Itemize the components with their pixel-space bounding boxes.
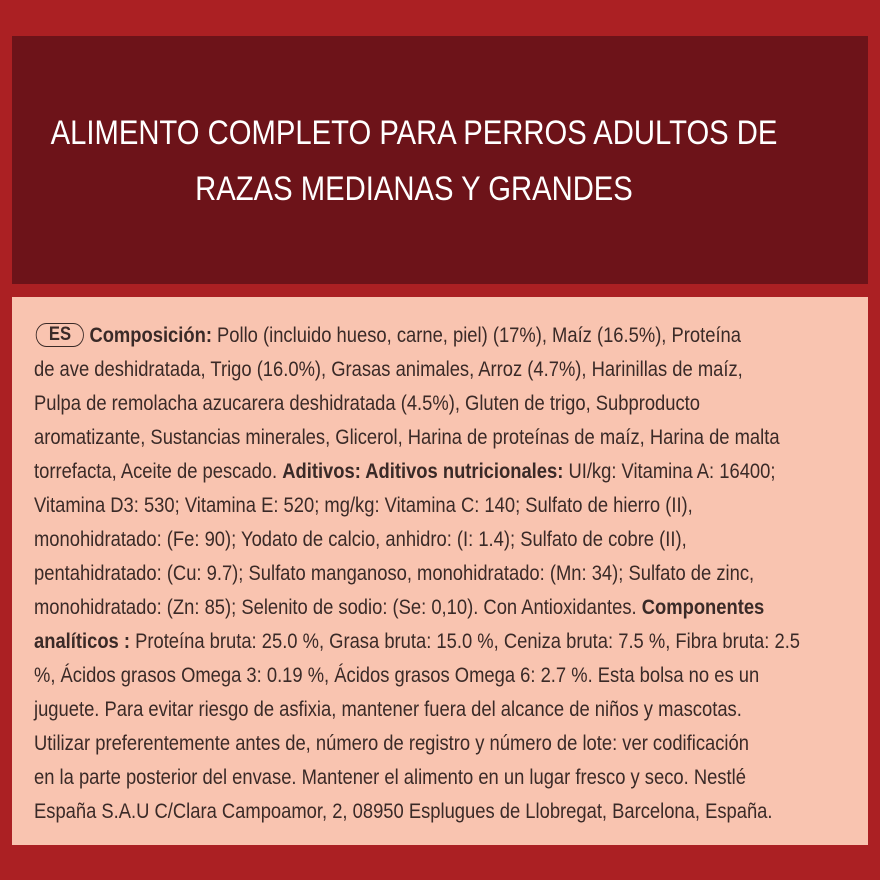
composition-line: pentahidratado: (Cu: 9.7); Sulfato manganoso, monohidratado: (Mn: 34); Sulfato de zinc, xyxy=(34,562,755,585)
composition-line: en la parte posterior del envase. Mantener el alimento en un lugar fresco y seco. Nestlé xyxy=(34,766,746,789)
composition-line xyxy=(34,455,848,489)
language-badge: ES xyxy=(36,323,84,347)
composition-line xyxy=(34,319,848,353)
composition-line: de ave deshidratada, Trigo (16.0%), Grasas animales, Arroz (4.7%), Harinillas de maíz, xyxy=(34,358,743,381)
composition-line xyxy=(34,625,848,659)
composition-line: Vitamina D3: 530; Vitamina E: 520; mg/kg: Vitamina C: 140; Sulfato de hierro (II), xyxy=(34,494,693,517)
composition-line xyxy=(34,591,848,625)
title-panel xyxy=(12,36,868,284)
composition-line: Pulpa de remolacha azucarera deshidratada (4.5%), Gluten de trigo, Subproducto xyxy=(34,392,700,415)
composition-panel xyxy=(12,297,868,845)
additives-label: Aditivos: Aditivos nutricionales: xyxy=(282,460,564,483)
composition-line: España S.A.U C/Clara Campoamor, 2, 08950 Esplugues de Llobregat, Barcelona, España. xyxy=(34,800,773,823)
composition-line-text: torrefacta, Aceite de pescado. xyxy=(34,460,283,483)
product-title-line-2: RAZAS MEDIANAS Y GRANDES xyxy=(195,170,633,208)
composition-line-text: monohidratado: (Zn: 85); Selenito de sodio: (Se: 0,10). Con Antioxidantes. xyxy=(34,596,642,619)
composition-line-text: Pollo (incluido hueso, carne, piel) (17%), Maíz (16.5%), Proteína xyxy=(211,324,741,347)
composition-line-text: UI/kg: Vitamina A: 16400; xyxy=(563,460,776,483)
product-title-line-1: ALIMENTO COMPLETO PARA PERROS ADULTOS DE xyxy=(50,114,778,152)
composition-line: juguete. Para evitar riesgo de asfixia, mantener fuera del alcance de niños y mascotas. xyxy=(34,698,742,721)
composition-text xyxy=(34,319,848,829)
analytical-label-part-2: analíticos : xyxy=(34,630,130,653)
composition-line: aromatizante, Sustancias minerales, Glicerol, Harina de proteínas de maíz, Harina de malta xyxy=(34,426,780,449)
composition-line: %, Ácidos grasos Omega 3: 0.19 %, Ácidos grasos Omega 6: 2.7 %. Esta bolsa no es un xyxy=(34,664,760,687)
composition-line-text: Proteína bruta: 25.0 %, Grasa bruta: 15.0 %, Ceniza bruta: 7.5 %, Fibra bruta: 2.5 xyxy=(129,630,801,653)
composition-line: Utilizar preferentemente antes de, número de registro y número de lote: ver codificación xyxy=(34,732,749,755)
product-title xyxy=(24,105,805,217)
composition-line: monohidratado: (Fe: 90); Yodato de calcio, anhidro: (I: 1.4); Sulfato de cobre (II), xyxy=(34,528,687,551)
composition-label: Composición: xyxy=(89,324,212,347)
analytical-label-part-1: Componentes xyxy=(641,596,765,619)
